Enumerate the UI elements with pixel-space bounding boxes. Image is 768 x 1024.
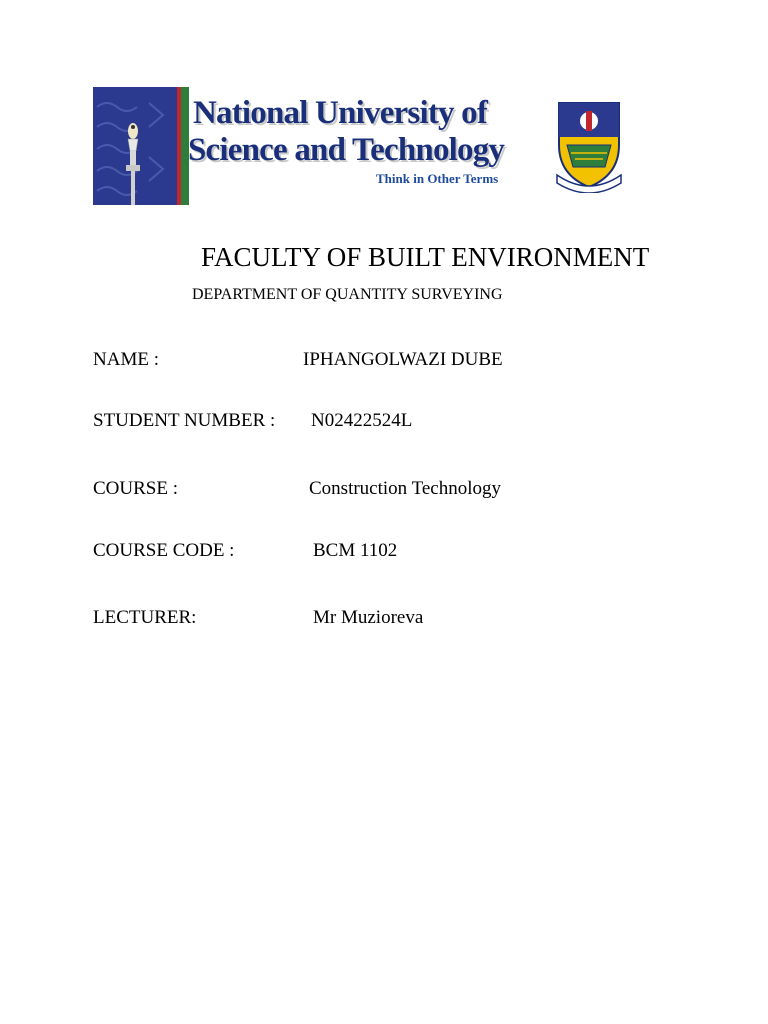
course-code-label: COURSE CODE : — [93, 540, 235, 561]
university-name — [188, 95, 505, 169]
university-name-line2: Science and Technology — [188, 132, 505, 168]
lecturer-value: Mr Muzioreva — [313, 607, 424, 628]
department-title: DEPARTMENT OF QUANTITY SURVEYING — [192, 286, 503, 303]
course-value: Construction Technology — [309, 478, 501, 499]
student-number-value: N02422524L — [311, 410, 413, 431]
course-code-value: BCM 1102 — [313, 540, 398, 561]
lecturer-label: LECTURER: — [93, 607, 197, 628]
student-number-label: STUDENT NUMBER : — [93, 410, 276, 431]
university-banner — [93, 87, 623, 205]
course-label: COURSE : — [93, 478, 178, 499]
name-label: NAME : — [93, 349, 159, 370]
faculty-title: FACULTY OF BUILT ENVIRONMENT — [201, 242, 650, 272]
university-name-line1: National University of — [193, 95, 488, 131]
torch-icon — [93, 87, 189, 205]
name-value: IPHANGOLWAZI DUBE — [303, 349, 503, 370]
university-motto: Think in Other Terms — [376, 171, 499, 186]
university-crest-icon — [555, 97, 623, 193]
